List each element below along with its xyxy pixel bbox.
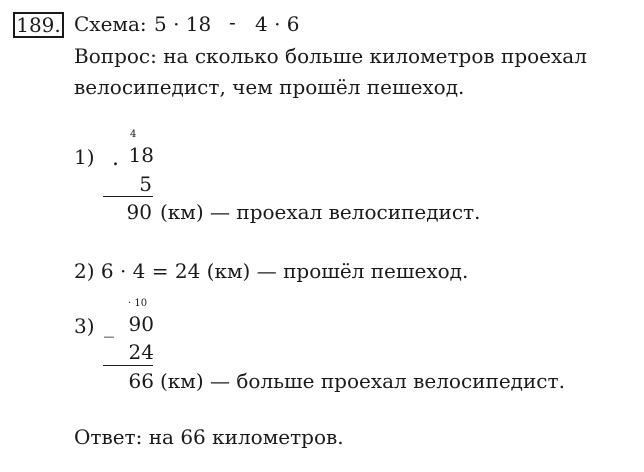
step-1-carry: 4: [130, 129, 137, 140]
question-line-1: Вопрос: на сколько больше километров проехал: [74, 44, 587, 68]
scheme-label: Схема:: [74, 12, 147, 36]
step-3-operator: _: [104, 314, 114, 338]
step-1-bottom-number: 5: [139, 172, 152, 196]
scheme-expression-2: 4 · 6: [255, 12, 300, 36]
question-line-2: велосипедист, чем прошёл пешеход.: [74, 75, 465, 99]
step-1-result-text: (км) — проехал велосипедист.: [160, 200, 481, 224]
answer-text: Ответ: на 66 километров.: [74, 425, 344, 449]
step-1-underline: [103, 196, 153, 197]
step-3-underline: [103, 365, 153, 366]
step-1-label: 1): [74, 145, 95, 169]
step-3-label: 3): [74, 314, 95, 338]
scheme-expression-1: 5 · 18: [154, 12, 212, 36]
problem-number: 189.: [13, 12, 64, 38]
step-1-top-number: 18: [128, 143, 154, 167]
step-1-operator: .: [112, 146, 119, 171]
step-3-top-number: 90: [128, 312, 154, 336]
scheme-dash: -: [229, 10, 236, 34]
step-3-result-text: (км) — больше проехал велосипедист.: [160, 369, 565, 393]
step-3-bottom-number: 24: [128, 340, 154, 364]
step-1-result: 90: [126, 200, 152, 224]
step-2-text: 2) 6 · 4 = 24 (км) — прошёл пешеход.: [74, 259, 469, 283]
step-3-result: 66: [128, 369, 154, 393]
step-3-borrow: · 10: [128, 298, 148, 309]
